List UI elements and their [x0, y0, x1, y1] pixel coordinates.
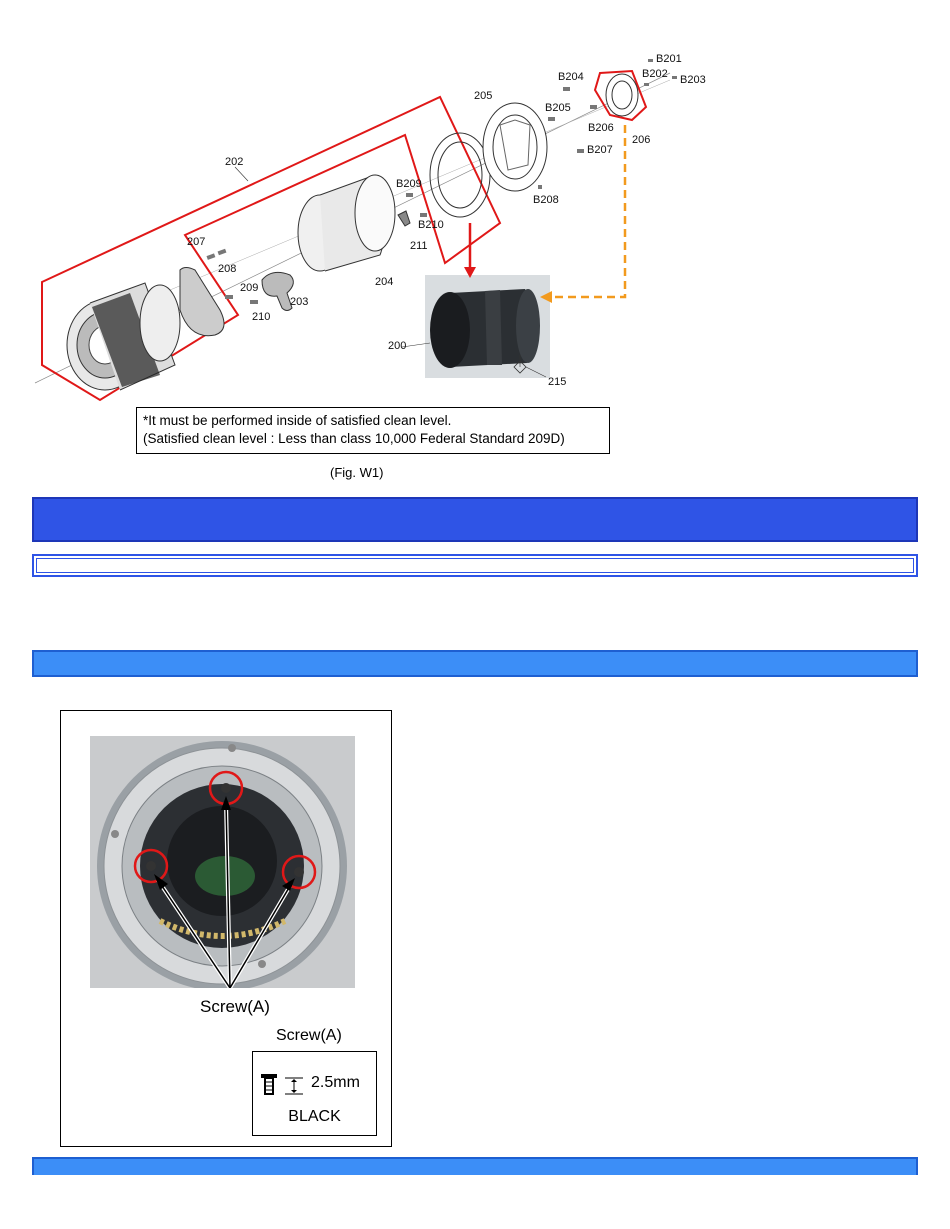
assembled-lens-photo [425, 275, 550, 378]
notice-line-1: *It must be performed inside of satisfied clean level. [143, 413, 452, 428]
part-205 [483, 103, 547, 191]
lens-mount-photo [90, 736, 355, 988]
step-header-bar [32, 650, 918, 677]
exploded-lens-diagram [30, 45, 730, 410]
label-203: 203 [290, 296, 309, 308]
label-b203: B203 [680, 74, 706, 86]
screw-spec-title: Screw(A) [276, 1027, 342, 1044]
label-b210: B210 [418, 219, 444, 231]
screw-color: BLACK [288, 1108, 341, 1125]
clean-level-notice [136, 407, 610, 454]
section-header-bar [32, 497, 918, 542]
label-206: 206 [632, 134, 651, 146]
label-b206: B206 [588, 122, 614, 134]
label-b202: B202 [642, 68, 668, 80]
notice-line-2: (Satisfied clean level : Less than class 10,000 Federal Standard 209D) [143, 431, 565, 446]
label-b204: B204 [558, 71, 584, 83]
screw-spec-box [252, 1051, 377, 1136]
label-215: 215 [548, 376, 567, 388]
label-211: 211 [410, 240, 428, 252]
label-204: 204 [375, 276, 394, 288]
next-step-header-bar [32, 1157, 918, 1175]
label-200: 200 [388, 340, 407, 352]
front-lens-barrel [67, 283, 180, 390]
screw-size: 2.5mm [311, 1074, 360, 1091]
screw-removal-panel [60, 710, 392, 1147]
mount-ring-outline [430, 133, 490, 217]
label-202: 202 [225, 156, 244, 168]
label-b201: B201 [656, 53, 682, 65]
part-cam-ring [180, 268, 224, 336]
section-subheader-bar [32, 554, 918, 577]
label-210: 210 [252, 311, 271, 323]
screw-a-callout: Screw(A) [200, 997, 270, 1016]
label-208: 208 [218, 263, 237, 275]
label-b209: B209 [396, 178, 422, 190]
label-b208: B208 [533, 194, 559, 206]
label-209: 209 [240, 282, 259, 294]
part-203 [262, 272, 293, 310]
label-b205: B205 [545, 102, 571, 114]
screw-icon [259, 1072, 309, 1098]
label-207: 207 [187, 236, 206, 248]
figure-caption: (Fig. W1) [330, 465, 384, 480]
barrel-204 [298, 175, 395, 271]
label-b207: B207 [587, 144, 613, 156]
label-205: 205 [474, 90, 493, 102]
